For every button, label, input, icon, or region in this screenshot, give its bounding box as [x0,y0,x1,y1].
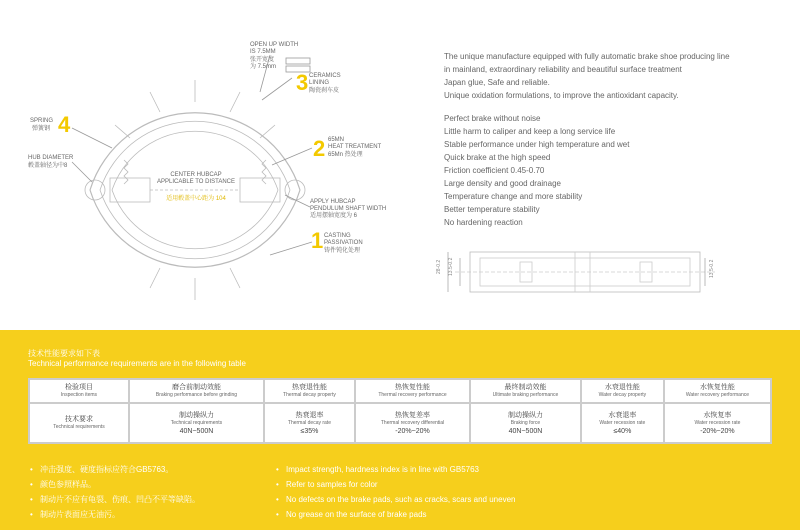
intro-line: Japan glue, Safe and reliable. [444,78,550,87]
performance-section [0,330,800,530]
feature-item: Perfect brake without noise [444,114,541,123]
note-item: • No defects on the brake pads, such as cracks, scars and uneven [276,492,515,507]
open-width-label-cn: 张开宽度 为 7.5mm [250,57,277,70]
note-item: • 制动片表面应无油污。 [30,507,200,522]
dim-label-2: 13.5-0.2 [448,257,454,276]
pendulum-label-cn: 适用摆轴宽度为 6 [310,213,358,219]
performance-table [28,378,772,444]
note-item: • Impact strength, hardness index is in line with GB5763 [276,462,515,477]
ceramics-label: CERAMICS LINING [309,73,341,86]
table-cell: 水恢复率 Water recession rate -20%~20% [664,403,771,443]
pendulum-label: APPLY HUBCAP PENDULUM SHAFT WIDTH [310,199,387,212]
note-item: • 颜色参照样品。 [30,477,200,492]
intro-line: Unique oxidation formulations, to improve the antioxidant capacity. [444,91,679,100]
intro-line: in mainland, extraordinary reliability and beautiful surface treatment [444,65,682,74]
note-item: • 冲击强度、硬度指标应符合GB5763。 [30,462,200,477]
table-header-cell: 热衰退性能 Thermal decay property [264,379,355,403]
feature-item: Friction coefficient 0.45-0.70 [444,166,545,175]
center-hubcap-label: CENTER HUBCAP APPLICABLE TO DISTANCE [156,172,236,185]
dim-label-3: 13.5-0.2 [709,259,715,278]
feature-item: Quick brake at the high speed [444,153,551,162]
feature-item: Large density and good drainage [444,179,561,188]
table-row [29,403,771,443]
table-title-en: Technical performance requirements are in the following table [28,359,246,368]
feature-description [444,50,784,229]
spring-label: SPRING [30,118,54,124]
casting-label-cn: 铸件钝化处理 [324,248,361,254]
callout-number-1: 1 [311,228,324,253]
note-item: • 制动片不应有龟裂、伤痕、凹凸不平等缺陷。 [30,492,200,507]
table-cell: 热恢复差率 Thermal recovery differential -20%~20% [355,403,470,443]
center-hubcap-label-cn: 适用毂盖中心距为 104 [166,196,226,202]
table-header-cell: 水衰退性能 Water decay property [581,379,664,403]
table-header-row [29,379,771,403]
dim-label-1: 28-0.2 [436,259,442,274]
table-header-cell: 最终制动效能 Ultimate braking performance [470,379,581,403]
table-cell: 制动操纵力 Technical requirements 40N~500N [129,403,264,443]
callout-number-2: 2 [313,136,326,161]
ceramics-label-cn: 陶瓷刹车皮 [309,88,340,94]
table-header-cell: 检验项目 Inspection items [29,379,129,403]
table-header-cell: 水恢复性能 Water recovery performance [664,379,771,403]
intro-line: The unique manufacture equipped with fully automatic brake shoe producing line [444,52,730,61]
table-cell: 热衰退率 Thermal decay rate ≤35% [264,403,355,443]
table-cell: 制动操纵力 Braking force 40N~500N [470,403,581,443]
feature-item: Stable performance under high temperature and wet [444,140,630,149]
table-header-cell: 磨合前制动效能 Braking performance before grinding [129,379,264,403]
note-item: • Refer to samples for color [276,477,515,492]
notes-list-cn [30,462,200,522]
hub-diameter-label: HUB DIAMETER [28,155,74,161]
notes-list-en [276,462,515,522]
heat-treatment-label: 65MN HEAT TREATMENT [328,137,382,150]
feature-item: No hardening reaction [444,218,523,227]
heat-treatment-label-cn: 65Mn 热处理 [328,152,363,158]
table-title-cn: 技术性能要求如下表 [28,349,100,358]
hub-diameter-label-cn: 毂盖轴径为中8 [28,163,68,169]
open-width-label: OPEN UP WIDTH IS 7.5MM [250,42,299,55]
callout-number-4: 4 [58,112,71,137]
feature-item: Temperature change and more stability [444,192,583,201]
feature-item: Little harm to caliper and keep a long service life [444,127,616,136]
table-header-cell: 热恢复性能 Thermal recovery performance [355,379,470,403]
callout-number-3: 3 [296,70,309,95]
table-cell: 水衰退率 Water recession rate ≤40% [581,403,664,443]
feature-item: Better temperature stability [444,205,540,214]
note-item: • No grease on the surface of brake pads [276,507,515,522]
table-cell: 技术要求 Technical requirements [29,403,129,443]
spring-label-cn: 弹簧钢 [32,126,51,132]
casting-label: CASTING PASSIVATION [324,233,363,246]
